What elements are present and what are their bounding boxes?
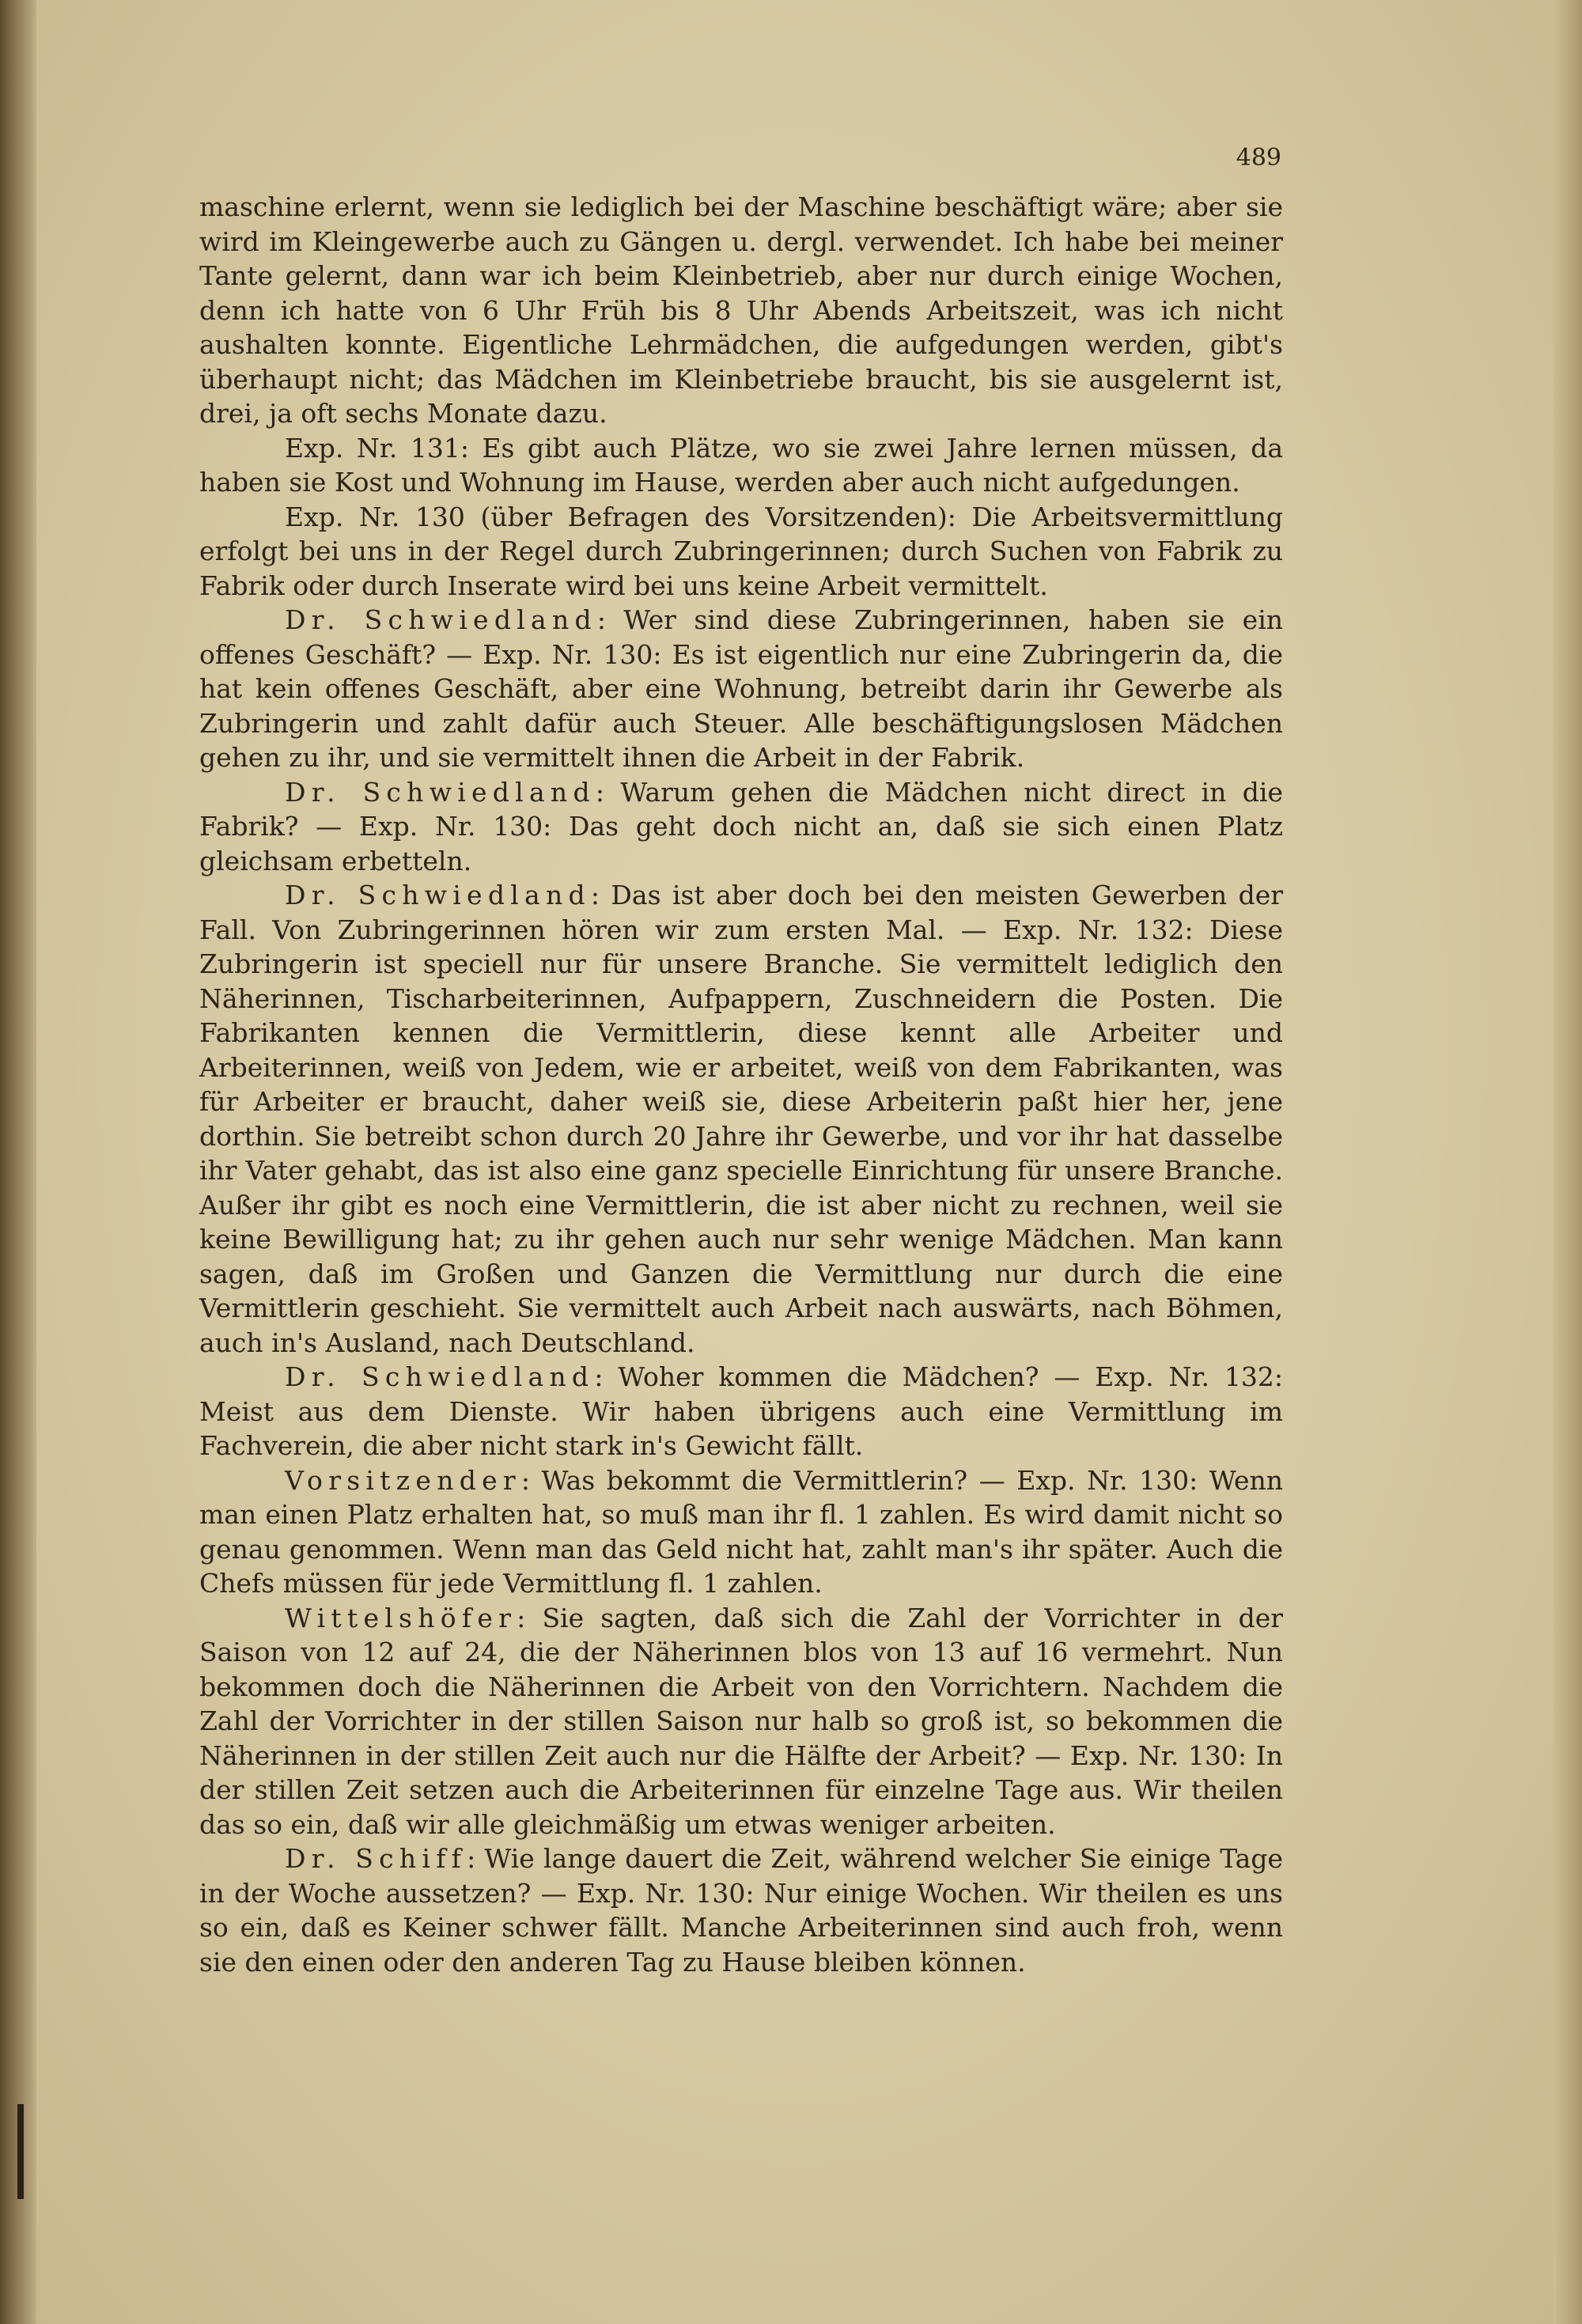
speaker-name: Vorsitzender	[285, 1464, 521, 1496]
paragraph-text: Exp. Nr. 130 (über Befragen des Vorsitzenden): Die Arbeitsvermittlung erfolgt bei uns in der Regel durch Zubringerinnen; durch Suchen von Fabrik zu Fabrik oder durch Inserate wird bei uns keine Arbeit vermittelt.	[199, 501, 1283, 601]
paragraph	[199, 1463, 1283, 1601]
speaker-name: Dr. Schwiedland	[285, 880, 591, 910]
speaker-name: Dr. Schiff	[285, 1843, 467, 1874]
body-text	[199, 190, 1283, 1979]
paragraph	[199, 1601, 1283, 1842]
paragraph	[199, 500, 1283, 604]
paragraph-text: : Sie sagten, daß sich die Zahl der Vorrichter in der Saison von 12 auf 24, die der Näherinnen blos von 13 auf 16 vermehrt. Nun bekommen doch die Näherinnen die Arbeit von den Vorrichtern. Nachdem die Zahl der Vorrichter in der stillen Saison nur halb so groß ist, so bekommen die Näherinnen in der stillen Zeit auch nur die Hälfte der Arbeit? — Exp. Nr. 130: In der stillen Zeit setzen auch die Arbeiterinnen für einzelne Tage aus. Wir theilen das so ein, daß wir alle gleichmäßig um etwas weniger arbeiten.	[199, 1602, 1283, 1840]
paragraph-text: maschine erlernt, wenn sie lediglich bei der Maschine beschäftigt wäre; aber sie wird im Kleingewerbe auch zu Gängen u. dergl. verwendet. Ich habe bei meiner Tante gelernt, dann war ich beim Kleinbetrieb, aber nur durch einige Wochen, denn ich hatte von 6 Uhr Früh bis 8 Uhr Abends Arbeitszeit, was ich nicht aushalten konnte. Eigentliche Lehrmädchen, die aufgedungen werden, gibt's überhaupt nicht; das Mädchen im Kleinbetriebe braucht, bis sie ausgelernt ist, drei, ja oft sechs Monate dazu.	[199, 191, 1283, 429]
paragraph	[199, 775, 1283, 879]
paragraph-text: : Woher kommen die Mädchen? — Exp. Nr. 132: Meist aus dem Dienste. Wir haben übrigens auch eine Vermittlung im Fachverein, die aber nicht stark in's Gewicht fällt.	[199, 1361, 1283, 1461]
page-number: 489	[1236, 144, 1281, 172]
book-spine-shadow	[0, 0, 36, 2324]
paragraph-text: : Was bekommt die Vermittlerin? — Exp. Nr. 130: Wenn man einen Platz erhalten hat, so muß man ihr fl. 1 zahlen. Es wird damit nicht so genau genommen. Wenn man das Geld nicht hat, zahlt man's ihr später. Auch die Chefs müssen für jede Vermittlung fl. 1 zahlen.	[199, 1464, 1283, 1599]
paragraph-text: Exp. Nr. 131: Es gibt auch Plätze, wo sie zwei Jahre lernen müssen, da haben sie Kost und Wohnung im Hause, werden aber auch nicht aufgedungen.	[199, 432, 1283, 498]
paragraph	[199, 603, 1283, 775]
page-edge	[1554, 0, 1582, 2324]
speaker-name: Dr. Schwiedland	[285, 776, 596, 808]
binding-mark	[17, 2104, 24, 2199]
speaker-name: Dr. Schwiedland	[285, 604, 597, 635]
paragraph	[199, 431, 1283, 500]
speaker-name: Wittelshöfer	[285, 1602, 517, 1633]
paragraph-text: : Das ist aber doch bei den meisten Gewerben der Fall. Von Zubringerinnen hören wir zum ersten Mal. — Exp. Nr. 132: Diese Zubringerin ist speciell nur für unsere Branche. Sie vermittelt lediglich den Näherinnen, Tischarbeiterinnen, Aufpappern, Zuschneidern die Posten. Die Fabrikanten kennen die Vermittlerin, diese kennt alle Arbeiter und Arbeiterinnen, weiß von Jedem, wie er arbeitet, weiß von dem Fabrikanten, was für Arbeiter er braucht, daher weiß sie, diese Arbeiterin paßt hier her, jene dorthin. Sie betreibt schon durch 20 Jahre ihr Gewerbe, und vor ihr hat dasselbe ihr Vater gehabt, das ist also eine ganz specielle Einrichtung für unsere Branche. Außer ihr gibt es noch eine Vermittlerin, die ist aber nicht zu rechnen, weil sie keine Bewilligung hat; zu ihr gehen auch nur sehr wenige Mädchen. Man kann sagen, daß im Großen und Ganzen die Vermittlung nur durch die eine Vermittlerin geschieht. Sie vermittelt auch Arbeit nach auswärts, nach Böhmen, auch in's Ausland, nach Deutschland.	[199, 880, 1283, 1358]
paragraph	[199, 1360, 1283, 1463]
paragraph	[199, 1841, 1283, 1979]
paragraph-text: : Warum gehen die Mädchen nicht direct in die Fabrik? — Exp. Nr. 130: Das geht doch nicht an, daß sie sich einen Platz gleichsam erbetteln.	[199, 776, 1284, 876]
paragraph	[199, 878, 1283, 1360]
paragraph-text: : Wer sind diese Zubringerinnen, haben sie ein offenes Geschäft? — Exp. Nr. 130: Es ist eigentlich nur eine Zubringerin da, die hat kein offenes Geschäft, aber eine Wohnung, betreibt darin ihr Gewerbe als Zubringerin und zahlt dafür auch Steuer. Alle beschäftigungslosen Mädchen gehen zu ihr, und sie vermittelt ihnen die Arbeit in der Fabrik.	[199, 604, 1284, 773]
paragraph-text: : Wie lange dauert die Zeit, während welcher Sie einige Tage in der Woche aussetzen? — Exp. Nr. 130: Nur einige Wochen. Wir theilen es uns so ein, daß es Keiner schwer fällt. Manche Arbeiterinnen sind auch froh, wenn sie den einen oder den anderen Tag zu Hause bleiben können.	[199, 1843, 1283, 1978]
paragraph	[199, 190, 1283, 431]
speaker-name: Dr. Schwiedland	[285, 1361, 595, 1392]
